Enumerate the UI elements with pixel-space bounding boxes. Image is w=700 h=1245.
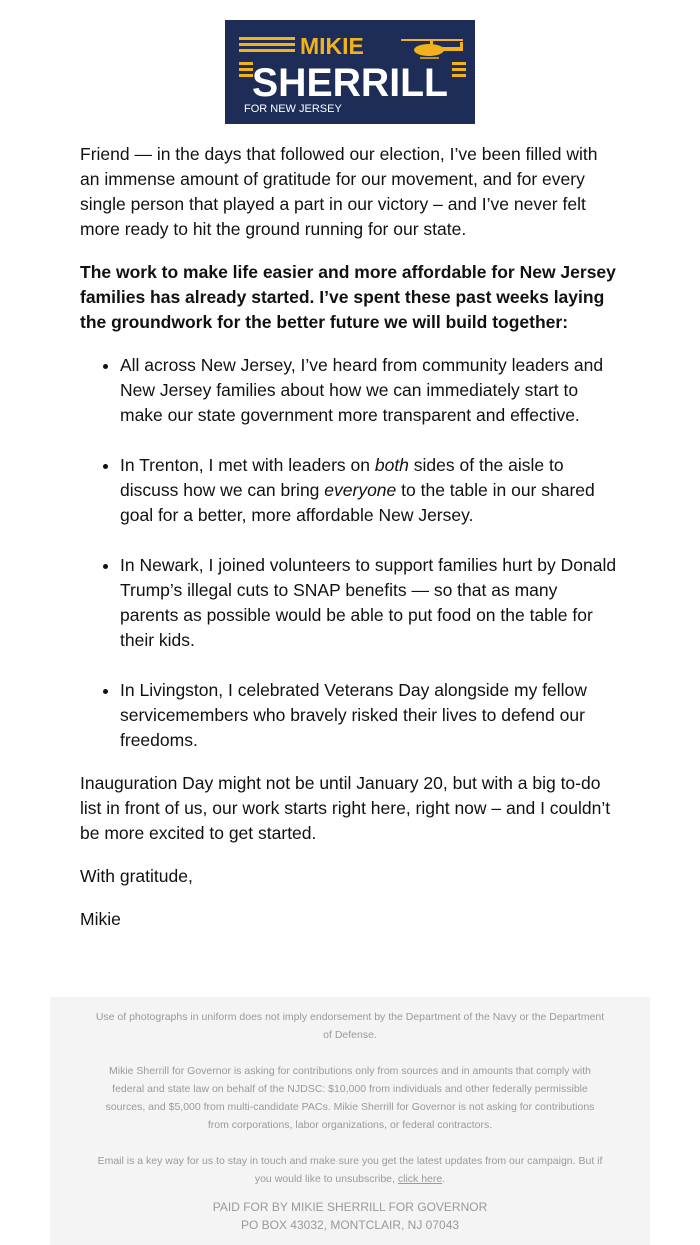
logo-stripe	[452, 62, 466, 65]
campaign-logo[interactable]	[225, 20, 475, 124]
accomplishments-list	[80, 353, 620, 753]
intro-paragraph: Friend — in the days that followed our election, I’ve been filled with an immense amount of gratitude for our movement, and for every single person that played a part in our victory – and I’ve never felt more ready to hit the ground running for our state.	[80, 144, 598, 239]
contributions-disclaimer: Mikie Sherrill for Governor is asking for contributions only from sources and in amounts that comply with federal and state law on behalf of the NJDSC: $10,000 from individuals and other federally permissible sources, and $5,000 from multi-candidate PACs. Mikie Sherrill for Governor is not asking for contributions from corporations, labor organizations, or federal contractors.	[105, 1065, 595, 1131]
list-item	[120, 453, 620, 528]
unsubscribe-note	[94, 1152, 606, 1188]
logo-graphic	[225, 20, 475, 124]
emphasis-text: everyone	[324, 480, 397, 500]
list-item: • In Livingston, I celebrated Veterans Day alongside my fellow servicemembers who bravely risked their lives to defend our freedoms.	[120, 678, 620, 753]
logo-stripe	[239, 43, 295, 46]
paid-for-notice	[94, 1198, 606, 1234]
logo-stripe	[239, 74, 253, 77]
signoff: With gratitude,	[80, 866, 193, 886]
emphasis-text: both	[374, 455, 409, 475]
bold-paragraph: The work to make life easier and more affordable for New Jersey families has already started. I’ve spent these past weeks laying the groundwork for the better future we will build together:	[80, 262, 616, 332]
list-item-text: sides of the aisle to discuss how we can bring	[120, 455, 564, 500]
logo-first-name: MIKIE	[300, 33, 364, 59]
list-item: • In Newark, I joined volunteers to support families hurt by Donald Trump’s illegal cuts to SNAP benefits — so that as many parents as possible would be able to put food on the table for their kids.	[120, 553, 620, 653]
logo-stripe	[239, 68, 253, 71]
paid-for-line: PAID FOR BY MIKIE SHERRILL FOR GOVERNOR	[212, 1200, 488, 1214]
logo-tagline: FOR NEW JERSEY	[244, 103, 342, 115]
closing-paragraph: Inauguration Day might not be until January 20, but with a big to-do list in front of us, our work starts right here, right now – and I couldn’t be more excited to get started.	[80, 773, 611, 843]
logo-stripe	[452, 68, 466, 71]
logo-last-name: SHERRILL	[252, 61, 448, 105]
email-body	[80, 142, 620, 932]
list-item: • All across New Jersey, I’ve heard from community leaders and New Jersey families about how we can immediately start to make our state government more transparent and effective.	[120, 353, 620, 428]
signature: Mikie	[80, 909, 121, 929]
mailing-address: PO BOX 43032, MONTCLAIR, NJ 07043	[240, 1218, 460, 1232]
period: .	[442, 1173, 446, 1185]
logo-stripe	[452, 74, 466, 77]
list-item-text: In Trenton, I met with leaders on	[120, 455, 375, 475]
uniform-disclaimer: Use of photographs in uniform does not imply endorsement by the Department of the Navy or the Department of Defense.	[95, 1011, 605, 1041]
logo-stripe	[239, 62, 253, 65]
email-note-text: Email is a key way for us to stay in touch and make sure you get the latest updates from our campaign. But if you would like to unsubscribe,	[97, 1155, 603, 1185]
email-footer	[50, 997, 650, 1245]
logo-stripe	[239, 37, 295, 40]
unsubscribe-link[interactable]: click here	[397, 1173, 443, 1185]
logo-stripe	[239, 49, 295, 52]
list-item-text: to the table in our shared goal for a better, more affordable New Jersey.	[120, 480, 595, 525]
